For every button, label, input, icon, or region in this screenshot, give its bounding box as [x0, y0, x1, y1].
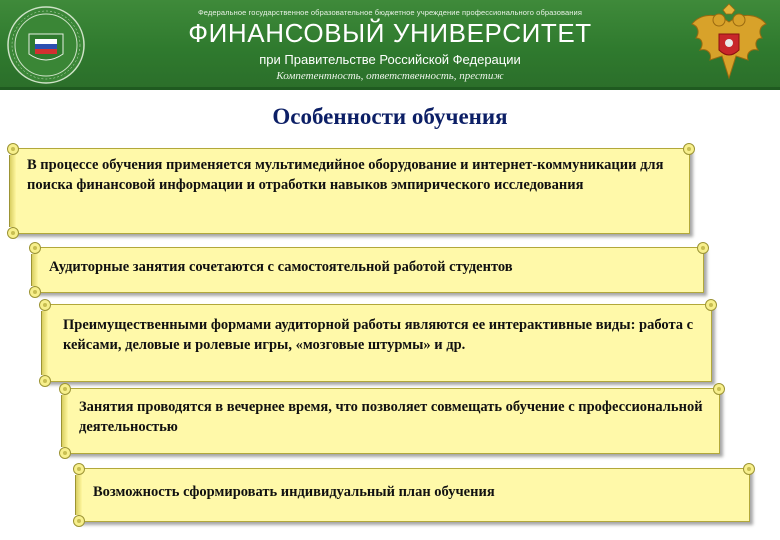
feature-text-4: Занятия проводятся в вечернее время, что позволяет совмещать обучение с профессиональной деятельностью	[79, 399, 703, 435]
university-name: ФИНАНСОВЫЙ УНИВЕРСИТЕТ	[188, 18, 592, 48]
scroll-curl-icon	[73, 463, 85, 475]
scroll-curl-icon	[7, 143, 19, 155]
scroll-roll-decoration	[9, 155, 16, 227]
scroll-curl-icon	[39, 375, 51, 387]
feature-text-5: Возможность сформировать индивидуальный план обучения	[93, 484, 495, 500]
scroll-curl-icon	[697, 242, 709, 254]
feature-text-2: Аудиторные занятия сочетаются с самостоятельной работой студентов	[49, 259, 513, 275]
scroll-curl-icon	[29, 242, 41, 254]
russian-coat-of-arms-icon	[686, 2, 772, 88]
feature-text-1: В процессе обучения применяется мультимедийное оборудование и интернет-коммуникации для поиска финансовой информации и отработки навыков эмпирического исследования	[27, 157, 664, 193]
scroll-curl-icon	[743, 463, 755, 475]
feature-text-3: Преимущественными формами аудиторной работы являются ее интерактивные виды: работа с кейсами, деловые и ролевые игры, «мозговые штурмы» и др.	[63, 317, 694, 353]
scroll-roll-decoration	[75, 475, 82, 515]
scroll-curl-icon	[59, 447, 71, 459]
university-motto: Компетентность, ответственность, престиж	[276, 70, 504, 82]
scroll-curl-icon	[29, 286, 41, 298]
header-institution-line: Федеральное государственное образовательное бюджетное учреждение профессионального образования	[197, 8, 582, 17]
scroll-curl-icon	[705, 299, 717, 311]
feature-scroll-3	[44, 304, 712, 382]
header-divider	[0, 87, 780, 90]
university-subtitle: при Правительстве Российской Федерации	[259, 52, 521, 67]
header-banner	[0, 0, 780, 90]
scroll-curl-icon	[59, 383, 71, 395]
scroll-curl-icon	[713, 383, 725, 395]
scroll-curl-icon	[39, 299, 51, 311]
feature-scroll-4	[64, 388, 720, 454]
scroll-curl-icon	[73, 515, 85, 527]
scroll-roll-decoration	[41, 311, 48, 375]
scroll-roll-decoration	[31, 254, 38, 286]
slide-title: Особенности обучения	[272, 104, 508, 129]
feature-scroll-5	[78, 468, 750, 522]
scroll-roll-decoration	[61, 395, 68, 447]
feature-scroll-2	[34, 247, 704, 293]
scroll-curl-icon	[683, 143, 695, 155]
scroll-curl-icon	[7, 227, 19, 239]
feature-scroll-1	[12, 148, 690, 234]
